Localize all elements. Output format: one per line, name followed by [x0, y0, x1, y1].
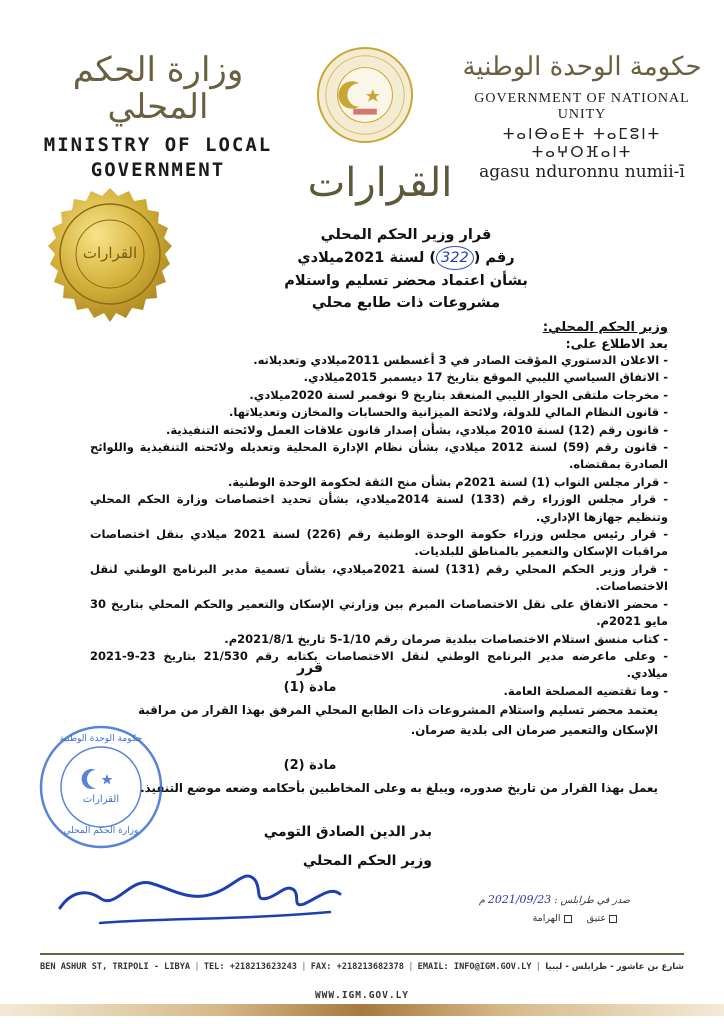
article-1-text: يعتمد محضر تسليم واستلام المشروعات ذات الطابع المحلي المرفق بهذا القرار من مراقبة الإسكان والتعمير صرمان الى بلدية صرمان.	[138, 703, 658, 737]
footer-divider	[40, 953, 684, 955]
list-item: - قانون رقم (59) لسنة 2012 ميلادي، بشأن نظام الإدارة المحلية وتعديله ولائحته التنفيذية واللوائح الصادرة بمقتضاه.	[90, 440, 669, 472]
issue-label: صدر في طرابلس :	[554, 895, 630, 906]
decision-number: 322	[436, 246, 474, 270]
signer-title: وزير الحكم المحلي	[302, 853, 432, 869]
hierarchy-label: الهرامة	[532, 913, 561, 924]
footer-website[interactable]: WWW.IGM.GOV.LY	[314, 990, 410, 1001]
review-heading: بعد الاطلاع على:	[565, 336, 668, 351]
stamp-top-text: حكومة الوحدة الوطنية	[59, 734, 143, 744]
decision-number-prefix: رقم (	[473, 250, 515, 266]
decision-word: قرر	[297, 660, 323, 676]
footer-fax: FAX: +218213682378	[310, 962, 404, 972]
minister-heading: وزير الحكم المحلي:	[542, 320, 668, 335]
archive-line	[470, 913, 620, 924]
decision-number-suffix: ) لسنة 2021ميلادي	[297, 250, 437, 266]
list-item: - قرار مجلس الوزراء رقم (133) لسنة 2014ميلادي، بشأن تحديد اختصاصات وزارة الحكم المحلي وتنظيم جهازها الإداري.	[90, 492, 668, 524]
ministry-name-ar: وزارة الحكم المحلي	[72, 50, 244, 128]
list-item: - قرار رئيس مجلس وزراء حكومة الوحدة الوطنية رقم (226) لسنة 2021 ميلادي بنقل اختصاصات مراقبات الإسكان والتعمير بالمناطق للبلديات.	[90, 527, 668, 559]
government-name-en: GOVERNMENT OF NATIONAL UNITY	[474, 91, 690, 123]
government-name-latin: agasu nduronnu numii-ī	[479, 162, 685, 183]
article-2-text: يعمل بهذا القرار من تاريخ صدوره، ويبلغ به وعلى المخاطبين بأحكامه وضعه موضع التنفيذ.	[140, 781, 658, 795]
list-item: - قرار مجلس النواب (1) لسنة 2021م بشأن منح الثقة لحكومة الوحدة الوطنية.	[227, 474, 668, 489]
stamp-center-text: القرارات	[82, 794, 120, 805]
government-logo	[462, 52, 702, 182]
ministry-logo	[28, 52, 288, 184]
decision-number-line	[196, 246, 616, 270]
archive-label: عتيق	[586, 913, 606, 924]
issue-date: 2021/09/23	[487, 893, 552, 906]
preamble-list	[90, 352, 668, 700]
footer-tel: TEL: +218213623243	[203, 962, 297, 972]
issue-suffix: م	[478, 895, 485, 906]
article-2-title: مادة (2)	[283, 758, 337, 773]
decisions-heading: القرارات	[307, 160, 453, 206]
footer-bar	[0, 1004, 724, 1016]
list-item: - وعلى ماعرضه مدير البرنامج الوطني لنقل الاختصاصات بكتابه رقم 21/530 بتاريخ 23-9-2021 ميلادي.	[90, 648, 668, 681]
list-item: - كتاب منسق استلام الاختصاصات ببلدية صرمان رقم 1/10-5 تاريخ 2021/8/1م.	[224, 631, 668, 646]
stamp-bottom-text: وزارة الحكم المحلي	[63, 826, 139, 836]
national-emblem-icon	[316, 46, 414, 144]
footer-contact: BEN ASHUR ST, TRIPOLI - LIBYA | TEL: +218213623243 | FAX: +218213682378 | EMAIL: INFO@IGM.GOV.LY | شارع بن عاشور - طرابلس - ليبيا	[40, 962, 684, 972]
footer-address-ar: شارع بن عاشور - طرابلس - ليبيا	[545, 962, 684, 972]
list-item: - قانون النظام المالي للدولة، ولائحة الميزانية والحسابات والمخازن وتعديلاتها.	[229, 405, 668, 420]
government-name-ar: حكومة الوحدة الوطنية	[462, 52, 702, 82]
archive-checkbox	[609, 915, 617, 923]
ministry-name-en-line2: GOVERNMENT	[90, 159, 226, 182]
decision-title-line1: قرار وزير الحكم المحلي	[320, 227, 492, 243]
issue-date-line	[420, 893, 630, 906]
signer-name: بدر الدين الصادق التومي	[263, 824, 432, 840]
list-item: - الاتفاق السياسي الليبي الموقع بتاريخ 17 ديسمبر 2015ميلادي.	[303, 370, 668, 385]
government-name-tifinagh: ⵜⴰⵏⴱⴰⴹⵜ ⵜⴰⵎⵓⵏⵜ ⵜⴰⵖⵔⴼⴰⵏⵜ	[502, 125, 662, 162]
hierarchy-checkbox	[564, 915, 572, 923]
decision-title-line3: بشأن اعتماد محضر تسليم واستلام	[284, 273, 528, 289]
list-item: - وما تقتضيه المصلحة العامة.	[503, 683, 668, 698]
preamble-section	[90, 320, 668, 700]
article-1-title: مادة (1)	[283, 680, 337, 695]
list-item: - مخرجات ملتقى الحوار الليبي المنعقد بتاريخ 9 نوفمبر لسنة 2020ميلادي.	[249, 387, 668, 402]
list-item: - الاعلان الدستوري المؤقت الصادر في 3 أغسطس 2011ميلادي وتعديلاته.	[253, 353, 668, 367]
decision-title-line4: مشروعات ذات طابع محلي	[311, 295, 501, 311]
footer-email[interactable]: EMAIL: INFO@IGM.GOV.LY	[417, 962, 532, 972]
list-item: - قرار وزير الحكم المحلي رقم (131) لسنة 2021ميلادي، بشأن تسمية مدير البرنامج الوطني لنقل الاختصاصات.	[90, 561, 668, 594]
ministry-name-en-line1: MINISTRY OF LOCAL	[43, 133, 273, 156]
footer-address-en: BEN ASHUR ST, TRIPOLI - LIBYA	[40, 962, 191, 972]
gold-seal-label: القرارات	[82, 244, 138, 262]
list-item: - محضر الاتفاق على نقل الاختصاصات المبرم بين وزارتي الإسكان والتعمير والحكم المحلي بتاريخ 30 مايو 2021م.	[90, 596, 668, 629]
list-item: - قانون رقم (12) لسنة 2010 ميلادي، بشأن إصدار قانون علاقات العمل ولائحته التنفيذية.	[165, 422, 668, 437]
decision-title-block	[196, 224, 616, 314]
